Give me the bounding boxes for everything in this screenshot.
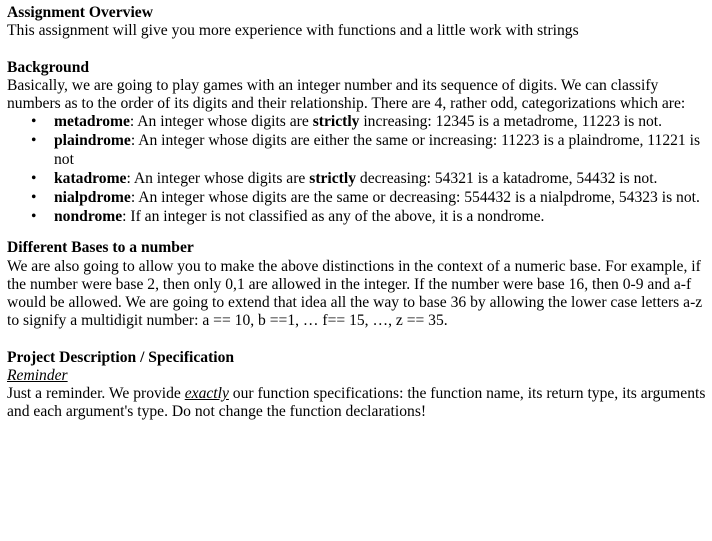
metadrome-emph: strictly: [312, 113, 360, 131]
bullet-icon: •: [31, 113, 37, 131]
bullet-icon: •: [31, 189, 37, 207]
project-heading: Project Description / Specification: [7, 348, 235, 366]
categorization-list: [7, 113, 707, 226]
metadrome-desc-pre: : An integer whose digits are: [129, 113, 313, 131]
term-metadrome: metadrome: [54, 113, 130, 131]
document-page: [7, 4, 707, 421]
assignment-overview-heading: Assignment Overview: [7, 4, 153, 21]
plaindrome-desc: : An integer whose digits are either the same or increasing: 11223 is a plaindrome, 11221 is not: [54, 132, 701, 168]
reminder-subheading: Reminder: [7, 366, 68, 384]
term-nialpdrome: nialpdrome: [54, 189, 131, 207]
katadrome-desc-post: decreasing: 54321 is a katadrome, 54432 is not.: [356, 169, 658, 187]
bullet-icon: •: [31, 169, 37, 187]
reminder-text-emph: exactly: [184, 385, 229, 403]
list-item-nialpdrome: [7, 189, 707, 207]
bases-text: We are also going to allow you to make the above distinctions in the context of a numeric base. For example, if the number were base 2, then only 0,1 are allowed in the integer. If the number were base 16, then 0-9 and a-f would be allowed. We are going to extend that idea all the way to base 36 by allowing the lower case letters a-z to signify a multidigit number: a == 10, b ==1, … f== 15, …, z == 35.: [7, 257, 703, 330]
bases-heading: Different Bases to a number: [7, 239, 194, 257]
background-heading: Background: [7, 58, 90, 76]
nialpdrome-desc: : An integer whose digits are the same or decreasing: 554432 is a nialpdrome, 54323 is not.: [130, 189, 700, 207]
list-item-nondrome: [7, 208, 707, 226]
term-katadrome: katadrome: [54, 169, 127, 187]
reminder-text: [7, 385, 707, 421]
bullet-icon: •: [31, 208, 37, 226]
background-text: Basically, we are going to play games with an integer number and its sequence of digits. We can classify numbers as to the order of its digits and their relationship. There are 4, rather odd, categorizations which are:: [7, 76, 686, 112]
reminder-text-pre: Just a reminder. We provide: [7, 385, 185, 403]
list-item-katadrome: [7, 170, 707, 188]
term-nondrome: nondrome: [54, 208, 123, 226]
reminder-text-post: our function specifications: the function name, its return type, its arguments and each argument's type. Do not change the function declarations!: [7, 385, 706, 421]
katadrome-desc-pre: : An integer whose digits are: [126, 169, 310, 187]
metadrome-desc-post: increasing: 12345 is a metadrome, 11223 is not.: [359, 113, 663, 131]
assignment-overview-text: This assignment will give you more experience with functions and a little work with strings: [7, 22, 579, 40]
list-item-plaindrome: [7, 132, 707, 168]
katadrome-emph: strictly: [309, 169, 357, 187]
list-item-metadrome: [7, 113, 707, 131]
term-plaindrome: plaindrome: [54, 132, 131, 150]
nondrome-desc: : If an integer is not classified as any of the above, it is a nondrome.: [122, 208, 545, 226]
bullet-icon: •: [31, 132, 37, 150]
